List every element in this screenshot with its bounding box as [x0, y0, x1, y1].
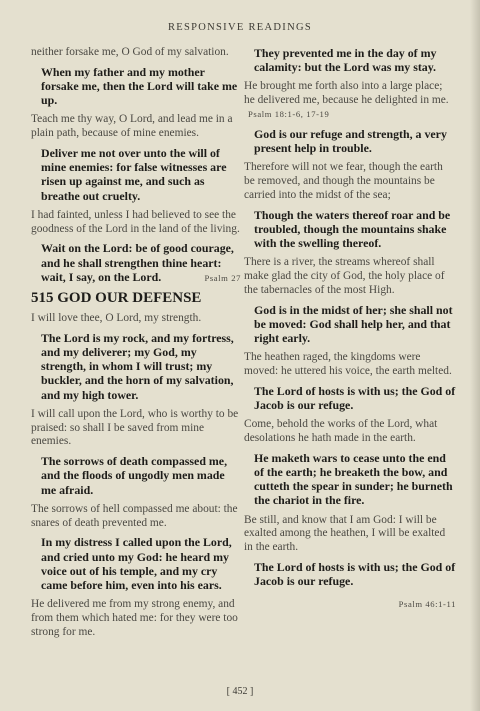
section-title: 515 GOD OUR DEFENSE [31, 290, 202, 307]
plain-reading: The sorrows of hell compassed me about: the snares of death prevented me. [31, 502, 238, 529]
left-bottom-readings [31, 312, 241, 640]
left-column [31, 46, 241, 645]
bold-response: God is our refuge and strength, a very present help in trouble. [254, 126, 447, 155]
scripture-reference-end: Psalm 46:1-11 [398, 599, 456, 610]
plain-reading: neither forsake me, O God of my salvation. [31, 46, 229, 58]
scripture-reference: Psalm 27 [204, 272, 241, 283]
bold-response: When my father and my mother forsake me, then the Lord will take me up. [41, 64, 238, 108]
left-top-readings [31, 46, 241, 284]
bold-response: God is in the midst of her; she shall not be moved: God shall help her, and that right early. [254, 302, 453, 345]
plain-reading: I will call upon the Lord, who is worthy to be praised: so shall I be saved from mine enemies. [31, 407, 239, 448]
bold-response: The Lord of hosts is with us; the God of Jacob is our refuge. [254, 383, 456, 412]
reading-text: He brought me forth also into a large place; he delivered me, because he delighted in me. [244, 80, 449, 107]
page-header: RESPONSIVE READINGS [167, 22, 312, 33]
plain-reading: I had fainted, unless I had believed to see the goodness of the Lord in the land of the living. [31, 208, 240, 235]
plain-reading: The heathen raged, the kingdoms were moved: he uttered his voice, the earth melted. [244, 351, 452, 377]
bold-response: The sorrows of death compassed me, and the floods of ungodly men made me afraid. [41, 454, 228, 497]
plain-reading: Be still, and know that I am God: I will be exalted among the heathen, I will be exalted in the earth. [244, 513, 446, 554]
page-number: [ 452 ] [226, 686, 254, 697]
plain-reading: There is a river, the streams whereof shall make glad the city of God, the holy place of the tabernacles of the most High. [244, 256, 445, 296]
reading-text: Wait on the Lord: be of good courage, and he shall strengthen thine heart: wait, I say, on the Lord. [41, 241, 234, 284]
bold-response: In my distress I called upon the Lord, and cried unto my God: he heard my voice out of his temple, and my cry came before him, even into his ears. [41, 535, 232, 593]
plain-reading: Therefore will not we fear, though the earth be removed, and though the mountains be carried into the midst of the sea; [244, 161, 443, 201]
bold-response: Deliver me not over unto the will of mine enemies: for false witnesses are risen up against me, and such as breathe out cruelty. [41, 146, 227, 203]
bold-response [31, 241, 241, 284]
bold-response: Though the waters thereof roar and be troubled, though the mountains shake with the swelling thereof. [254, 207, 451, 250]
right-readings [244, 127, 456, 589]
right-column [244, 46, 456, 612]
page-edge-shadow [470, 0, 480, 711]
scripture-reference: Psalm 18:1-6, 17-19 [248, 109, 330, 119]
plain-reading: Come, behold the works of the Lord, what desolations he hath made in the earth. [244, 418, 438, 444]
bold-response: The Lord is my rock, and my fortress, and my deliverer; my God, my strength, in whom I will trust; my buckler, and the horn of my salvation, and my high tower. [41, 330, 234, 402]
plain-reading: Teach me thy way, O Lord, and lead me in a plain path, because of mine enemies. [31, 113, 233, 140]
bold-response: He maketh wars to cease unto the end of the earth; he breaketh the bow, and cutteth the spear in sunder; he burneth the chariot in the fire. [254, 450, 453, 508]
plain-reading: He delivered me from my strong enemy, and from them which hated me: for they were too strong for me. [31, 598, 238, 638]
plain-reading: I will love thee, O Lord, my strength. [31, 312, 202, 325]
plain-reading [244, 80, 456, 121]
bold-response: The Lord of hosts is with us; the God of Jacob is our refuge. [254, 560, 456, 589]
bold-response: They prevented me in the day of my calamity: but the Lord was my stay. [254, 46, 437, 75]
